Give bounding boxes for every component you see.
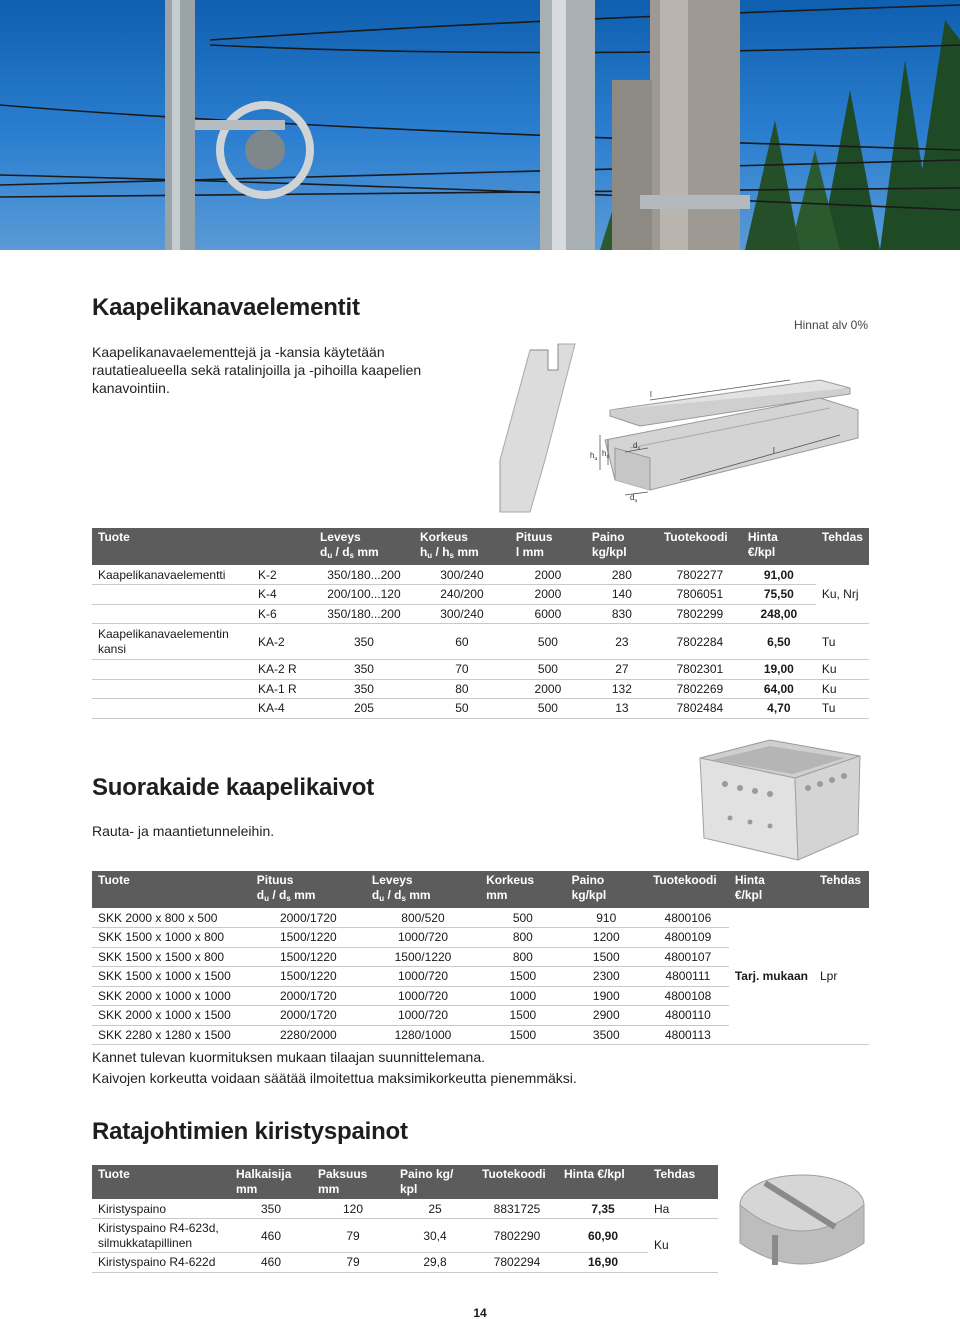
tension-weight-table xyxy=(92,1165,718,1273)
table-row: SKK 2000 x 1000 x 1000 2000/1720 1000/720 1000 1900 4800108 xyxy=(92,986,869,1006)
section3-title: Ratajohtimien kiristyspainot xyxy=(92,1118,408,1145)
table-row: Kiristyspaino R4-622d 460 79 29,8 7802294 16,90 xyxy=(92,1253,718,1273)
cable-well-table xyxy=(92,871,869,1045)
col-header-hinta: Hinta €/kpl xyxy=(729,871,814,908)
dim-label-l-side: l xyxy=(773,446,775,455)
col-header-korkeus: Korkeus mm xyxy=(480,871,566,908)
section1-title: Kaapelikanavaelementit xyxy=(92,294,360,321)
dim-label-l-top: l xyxy=(650,390,652,399)
section2-note-covers: Kannet tulevan kuormituksen mukaan tilaajan suunnittelemana. xyxy=(92,1049,486,1065)
dim-label-hu: $h_u$ xyxy=(590,451,598,462)
dim-label-du: $d_u$ xyxy=(630,493,638,504)
cable-well-image xyxy=(690,738,865,863)
col-header-paino: Paino kg/kpl xyxy=(586,528,658,565)
dim-label-ds: $d_s$ xyxy=(633,441,640,452)
table-row: K-6 350/180...200 300/240 6000 830 7802299 248,00 xyxy=(92,604,869,624)
col-header-tuotekoodi: Tuotekoodi xyxy=(658,528,742,565)
col-header-paino: Paino kg/ kpl xyxy=(394,1165,476,1199)
table-row: K-4 200/100...120 240/200 2000 140 7806051 75,50 xyxy=(92,585,869,605)
col-header-tuote: Tuote xyxy=(92,528,314,565)
table-row: Kiristyspaino 350 120 25 8831725 7,35 Ha xyxy=(92,1199,718,1219)
col-header-hinta: Hinta €/kpl xyxy=(558,1165,648,1199)
col-header-pituus: Pituus l mm xyxy=(510,528,586,565)
table-header-row xyxy=(92,1165,718,1199)
table-row: SKK 1500 x 1000 x 800 1500/1220 1000/720 800 1200 4800109 xyxy=(92,928,869,948)
price-note: Hinnat alv 0% xyxy=(793,318,868,332)
col-header-hinta: Hinta €/kpl xyxy=(742,528,816,565)
table-row: KA-1 R 350 80 2000 132 7802269 64,00 Ku xyxy=(92,679,869,699)
table-header-row xyxy=(92,528,869,565)
table-row: KA-4 205 50 500 13 7802484 4,70 Tu xyxy=(92,699,869,719)
col-header-tuote: Tuote xyxy=(92,871,251,908)
col-header-tuotekoodi: Tuotekoodi xyxy=(476,1165,558,1199)
table-row: Kaapelikanavaelementti K-2 350/180...200 300/240 2000 280 7802277 91,00 Ku, Nrj xyxy=(92,565,869,585)
table-row: SKK 2000 x 1000 x 1500 2000/1720 1000/720 1500 2900 4800110 xyxy=(92,1006,869,1026)
col-header-tehdas: Tehdas xyxy=(814,871,869,908)
factory-cell: Lpr xyxy=(814,908,869,1045)
table-row: SKK 2280 x 1280 x 1500 2280/2000 1280/1000 1500 3500 4800113 xyxy=(92,1025,869,1045)
table-row: SKK 2000 x 800 x 500 2000/1720 800/520 500 910 4800106 Tarj. mukaan Lpr xyxy=(92,908,869,928)
col-header-paksuus: Paksuus mm xyxy=(312,1165,394,1199)
col-header-halkaisija: Halkaisija mm xyxy=(230,1165,312,1199)
dim-label-hs: $h_s$ xyxy=(602,449,609,460)
section2-intro: Rauta- ja maantietunneleihin. xyxy=(92,823,275,839)
col-header-tehdas: Tehdas xyxy=(816,528,869,565)
table-header-row xyxy=(92,871,869,908)
price-cell: Tarj. mukaan xyxy=(729,908,814,1045)
table-row: Kaapelikanavaelementin kansi KA-2 350 60 500 23 7802284 6,50 Tu xyxy=(92,624,869,660)
section1-intro: Kaapelikanavaelementtejä ja -kansia käytetään rautatiealueella sekä ratalinjoilla ja -pihoilla kaapelien kanavointiin. xyxy=(92,344,422,396)
col-header-tuote: Tuote xyxy=(92,1165,230,1199)
factory-cell: Ku, Nrj xyxy=(816,565,869,624)
tension-weight-image xyxy=(735,1165,870,1280)
col-header-leveys: Leveys $d_u / d_s$ mm xyxy=(366,871,480,908)
col-header-korkeus: Korkeus $h_u / h_s$ mm xyxy=(414,528,510,565)
group-label: Kaapelikanavaelementin kansi xyxy=(92,624,252,660)
col-header-tuotekoodi: Tuotekoodi xyxy=(647,871,729,908)
group-label: Kaapelikanavaelementti xyxy=(92,565,252,585)
cable-channel-diagram xyxy=(490,340,870,520)
section2-title: Suorakaide kaapelikaivot xyxy=(92,774,375,801)
table-row: KA-2 R 350 70 500 27 7802301 19,00 Ku xyxy=(92,660,869,680)
table-row: SKK 1500 x 1500 x 800 1500/1220 1500/1220 800 1500 4800107 xyxy=(92,947,869,967)
table-row: SKK 1500 x 1000 x 1500 1500/1220 1000/720 1500 2300 4800111 xyxy=(92,967,869,987)
cable-channel-table xyxy=(92,528,869,719)
hero-photo xyxy=(0,0,960,250)
col-header-pituus: Pituus $d_u / d_s$ mm xyxy=(251,871,366,908)
table-row: Kiristyspaino R4-623d, silmukkatapillinen 460 79 30,4 7802290 60,90 Ku xyxy=(92,1219,718,1253)
col-header-leveys: Leveys $d_u / d_s$ mm xyxy=(314,528,414,565)
section2-note-height: Kaivojen korkeutta voidaan säätää ilmoitettua maksimikorkeutta pienemmäksi. xyxy=(92,1070,577,1086)
col-header-tehdas: Tehdas xyxy=(648,1165,718,1199)
col-header-paino: Paino kg/kpl xyxy=(566,871,647,908)
page-number: 14 xyxy=(473,1306,487,1319)
